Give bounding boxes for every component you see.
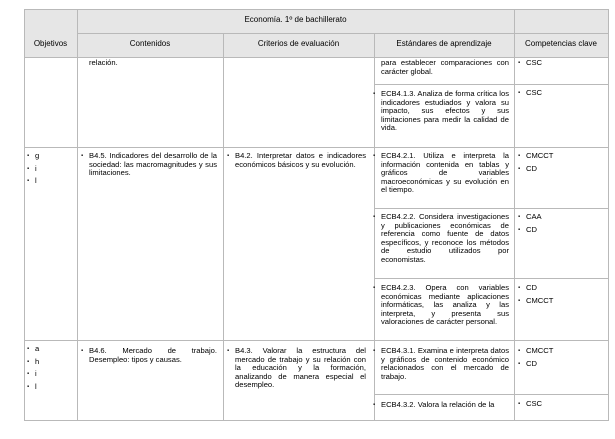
competencia-item: ▪ CSC — [518, 398, 606, 411]
competencias-list — [518, 211, 606, 236]
competencia-item: ▪ CD — [518, 224, 606, 237]
estandar-cell: ▪ ECB4.2.1. Utiliza e interpreta la información contenida en tablas y gráficos de variables macroeconómicas y su evolución en el tiempo. — [373, 152, 509, 195]
competencia-item: ▪ CAA — [518, 211, 606, 224]
objetivo-item: ▪ l — [27, 381, 75, 394]
table-border — [77, 9, 78, 420]
header-estandares: Estándares de aprendizaje — [396, 39, 492, 48]
estandar-cell: ▪ ECB4.2.2. Considera investigaciones y publicaciones económicas de referencia como fuente de datos específicos, y reconoce los métodos de estudio utilizados por economistas. — [373, 213, 509, 264]
table-border — [514, 9, 515, 420]
header-contenidos: Contenidos — [129, 39, 171, 48]
competencia-item: ▪ CSC — [518, 87, 606, 100]
objetivos-list — [27, 343, 75, 393]
estandar-cell: ▪ ECB4.3.1. Examina e interpreta datos y gráficos de contenido económico relacionados con el mercado de trabajo. — [373, 347, 509, 381]
header-criterios: Criterios de evaluación — [257, 39, 340, 48]
competencias-list — [518, 87, 606, 100]
objetivo-item: ▪ g — [27, 150, 75, 163]
contenidos-cell: relación. — [89, 58, 118, 67]
criterio-cell: ▪ B4.3. Valorar la estructura del mercado de trabajo y su relación con la educación y la formación, analizando de manera especial el desempleo. — [227, 347, 366, 390]
competencia-item: ▪ CD — [518, 358, 606, 371]
table-title: Economía. 1º de bachillerato — [244, 15, 347, 24]
competencia-item: ▪ CD — [518, 282, 606, 295]
table-border — [24, 420, 609, 421]
competencia-item: ▪ CMCCT — [518, 345, 606, 358]
competencia-item: ▪ CSC — [518, 57, 606, 70]
competencias-list — [518, 57, 606, 70]
estandar-cell: para establecer comparaciones con carácter global. — [381, 58, 509, 76]
objetivo-item: ▪ h — [27, 356, 75, 369]
table-border — [374, 84, 609, 85]
competencias-list — [518, 345, 606, 370]
contenidos-cell: ▪ B4.6. Mercado de trabajo. Desempleo: tipos y causas. — [81, 347, 217, 364]
estandar-cell: ▪ ECB4.3.2. Valora la relación de la — [373, 401, 512, 410]
contenidos-cell: ▪ B4.5. Indicadores del desarrollo de la sociedad: las macromagnitudes y sus limitaciones. — [81, 152, 217, 178]
table-border — [77, 33, 609, 34]
objetivo-item: ▪ l — [27, 175, 75, 188]
objetivo-item: ▪ i — [27, 368, 75, 381]
table-border — [24, 9, 25, 420]
competencia-item: ▪ CMCCT — [518, 295, 606, 308]
table-border — [374, 278, 609, 279]
table-border — [24, 147, 609, 148]
objetivo-item: ▪ i — [27, 163, 75, 176]
objetivos-list — [27, 150, 75, 188]
criterio-cell: ▪ B4.2. Interpretar datos e indicadores económicos básicos y su evolución. — [227, 152, 366, 169]
estandar-cell: ▪ ECB4.1.3. Analiza de forma crítica los indicadores estudiados y valora su impacto, sus efectos y sus limitaciones para medir la calidad de vida. — [373, 90, 509, 133]
competencias-list — [518, 398, 606, 411]
table-border — [374, 208, 609, 209]
header-competencias: Competencias clave — [524, 39, 598, 48]
estandar-cell: ▪ ECB4.2.3. Opera con variables económicas mediante aplicaciones informáticas, las analiza y las interpreta, y presenta sus valoraciones de carácter personal. — [373, 284, 509, 327]
competencia-item: ▪ CD — [518, 163, 606, 176]
competencia-item: ▪ CMCCT — [518, 150, 606, 163]
objetivo-item: ▪ a — [27, 343, 75, 356]
table-border — [223, 33, 224, 420]
table-border — [24, 9, 609, 10]
table-border — [608, 9, 609, 420]
competencias-list — [518, 150, 606, 175]
table-border — [374, 394, 609, 395]
competencias-list — [518, 282, 606, 307]
table-border — [24, 340, 609, 341]
header-objetivos: Objetivos — [33, 39, 68, 48]
